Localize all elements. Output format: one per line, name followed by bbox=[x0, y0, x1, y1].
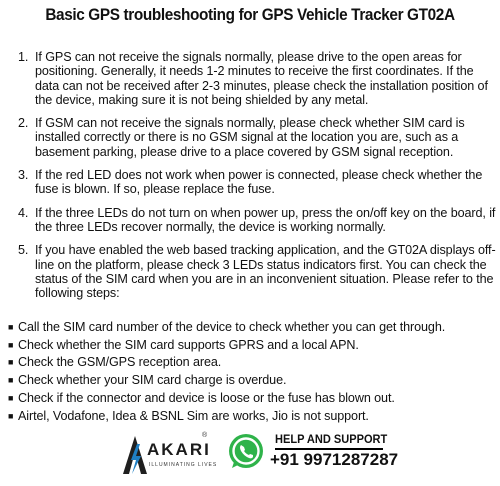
check-list-item bbox=[8, 354, 496, 372]
step-item bbox=[18, 243, 496, 300]
bullet-icon: ■ bbox=[8, 410, 14, 421]
check-text: Check whether your SIM card charge is overdue. bbox=[18, 373, 287, 388]
check-list-item bbox=[8, 337, 496, 355]
step-number: 4. bbox=[18, 205, 29, 220]
bullet-icon: ■ bbox=[8, 375, 14, 386]
akari-logo bbox=[122, 432, 222, 480]
step-text: If GPS can not receive the signals normally, please drive to the open areas for positioning. Generally, it needs 1-2 minutes to receive the first coordinates. If the data can not be received after 2-3 minutes, please check the installation position of the device, making sure it is not being shielded by any metal. bbox=[35, 50, 488, 107]
step-item bbox=[18, 168, 496, 197]
support-phone[interactable]: +91 9971287287 bbox=[270, 450, 399, 469]
check-text: Call the SIM card number of the device to check whether you can get through. bbox=[18, 320, 446, 334]
bullet-icon: ■ bbox=[8, 392, 14, 403]
brand-tagline: ILLUMINATING LIVES bbox=[149, 462, 218, 468]
whatsapp-icon bbox=[226, 432, 266, 472]
brand-name: AKARI bbox=[147, 440, 211, 459]
check-text: Check whether the SIM card supports GPRS and a local APN. bbox=[18, 337, 359, 352]
check-text: Airtel, Vodafone, Idea & BSNL Sim are works, Jio is not support. bbox=[18, 408, 369, 423]
check-list-item bbox=[8, 390, 496, 408]
step-number: 3. bbox=[18, 168, 29, 183]
check-list-item bbox=[8, 372, 496, 390]
check-text: Check if the connector and device is loose or the fuse has blown out. bbox=[18, 390, 395, 405]
step-text: If you have enabled the web based tracking application, and the GT02A displays off-line on the platform, please check 3 LEDs status indicators first. You can check the status of the SIM card when you are in an inconvenient situation. Please refer to the following steps: bbox=[35, 243, 496, 301]
step-item bbox=[18, 116, 496, 159]
step-item bbox=[18, 206, 496, 235]
check-list bbox=[8, 319, 496, 425]
troubleshooting-steps bbox=[18, 50, 496, 309]
page-title: Basic GPS troubleshooting for GPS Vehicle Tracker GT02A bbox=[45, 6, 455, 24]
support-footer bbox=[0, 428, 500, 486]
step-number: 1. bbox=[18, 50, 29, 64]
step-text: If the three LEDs do not turn on when power up, press the on/off key on the board, if the three LEDs recover normally, the device is working normally. bbox=[35, 205, 496, 234]
check-text: Check the GSM/GPS reception area. bbox=[18, 355, 222, 370]
check-list-item bbox=[8, 319, 496, 337]
support-label: HELP AND SUPPORT bbox=[275, 432, 388, 446]
akari-logo-icon bbox=[122, 434, 148, 478]
bullet-icon: ■ bbox=[8, 322, 14, 332]
step-text: If GSM can not receive the signals normally, please check whether SIM card is installed correctly or there is no GSM signal at the location you are, such as a basement parking, please drive to a place covered by GSM signal reception. bbox=[35, 116, 465, 159]
step-item bbox=[18, 50, 496, 107]
step-number: 5. bbox=[18, 243, 29, 258]
step-number: 2. bbox=[18, 116, 29, 131]
check-list-item bbox=[8, 408, 496, 426]
registered-mark: ® bbox=[202, 432, 208, 439]
bullet-icon: ■ bbox=[8, 357, 14, 368]
bullet-icon: ■ bbox=[8, 339, 14, 350]
step-text: If the red LED does not work when power is connected, please check whether the fuse is blown. If so, please replace the fuse. bbox=[35, 168, 483, 197]
